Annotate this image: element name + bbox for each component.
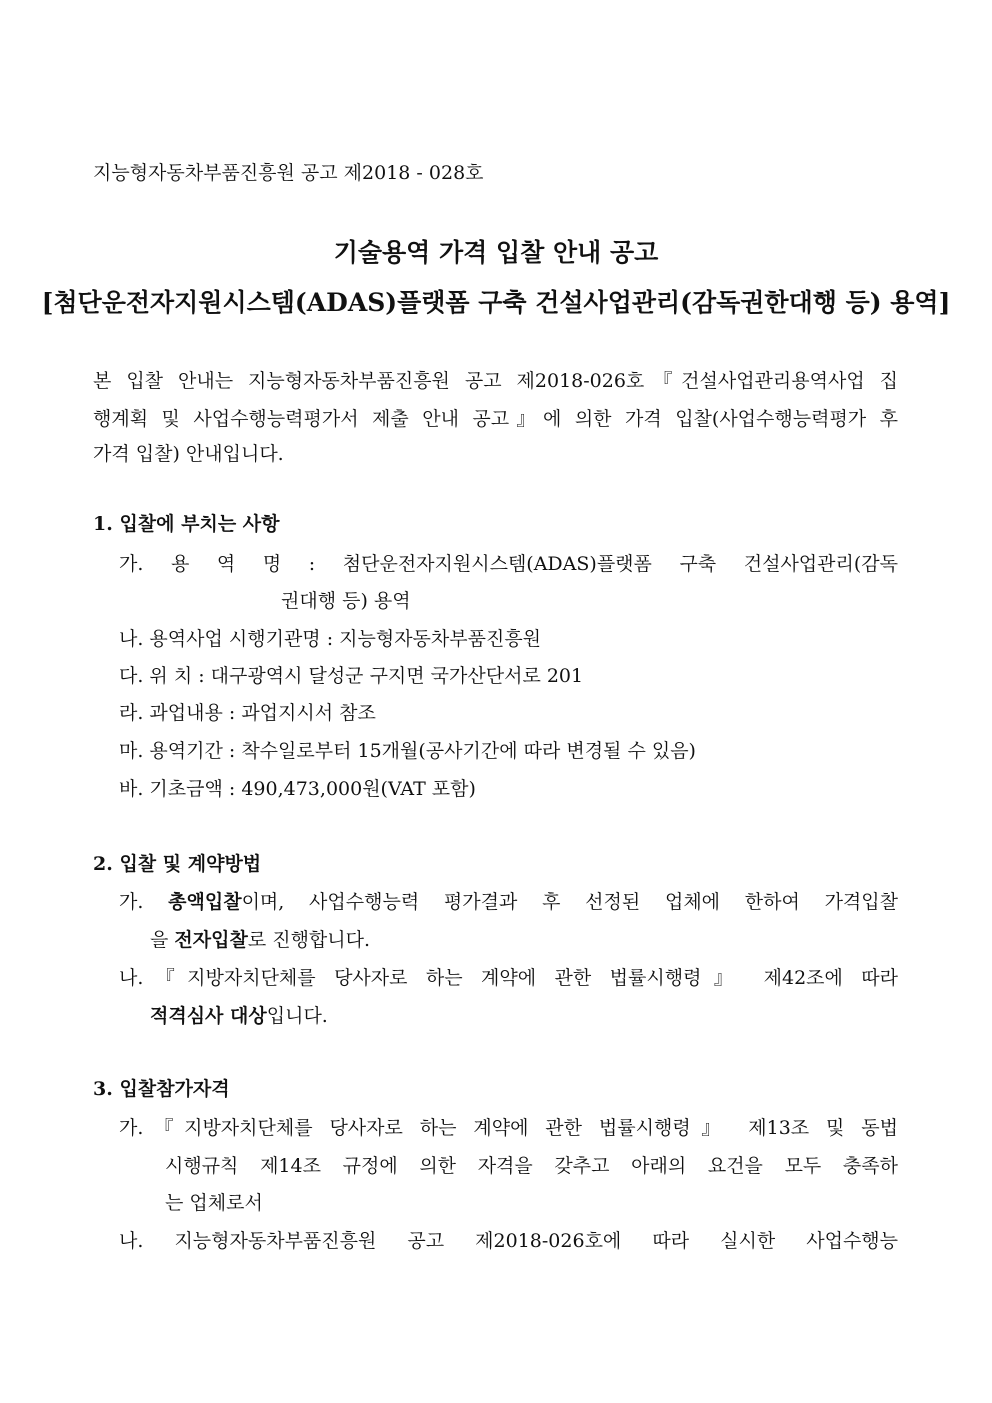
section3-heading: 3. 입찰참가자격 [93, 1078, 230, 1100]
section3-item-na-line1: 나. 지능형자동차부품진흥원 공고 제2018-026호에 따라 실시한 사업수행능 [119, 1230, 898, 1252]
section2-item-na-line2: 적격심사 대상입니다. [150, 1005, 328, 1027]
section1-item-ga-line1: 가. 용 역 명 : 첨단운전자지원시스템(ADAS)플랫폼 구축 건설사업관리(감독 [119, 553, 898, 575]
page-title: 기술용역 가격 입찰 안내 공고 [333, 238, 659, 267]
section2-heading: 2. 입찰 및 계약방법 [93, 853, 262, 875]
section1-item-da: 다. 위 치 : 대구광역시 달성군 구지면 국가산단서로 201 [119, 665, 584, 687]
section1-item-ra: 라. 과업내용 : 과업지시서 참조 [119, 702, 376, 724]
section1-heading: 1. 입찰에 부치는 사항 [93, 513, 280, 535]
section1-item-ma: 마. 용역기간 : 착수일로부터 15개월(공사기간에 따라 변경될 수 있음) [119, 740, 696, 762]
section1-item-ba: 바. 기초금액 : 490,473,000원(VAT 포함) [119, 778, 476, 800]
intro-line-1: 본 입찰 안내는 지능형자동차부품진흥원 공고 제2018-026호『건설사업관리용역사업 집 [93, 370, 898, 392]
section3-item-ga-line3: 는 업체로서 [165, 1192, 263, 1214]
section1-item-na: 나. 용역사업 시행기관명 : 지능형자동차부품진흥원 [119, 628, 542, 650]
page-subtitle: [첨단운전자지원시스템(ADAS)플랫폼 구축 건설사업관리(감독권한대행 등) 용역] [41, 288, 951, 317]
intro-line-2: 행계획 및 사업수행능력평가서 제출 안내 공고』에 의한 가격 입찰(사업수행능력평가 후 [93, 408, 898, 430]
section2-item-ga-line1: 가. 총액입찰이며, 사업수행능력 평가결과 후 선정된 업체에 한하여 가격입찰 [119, 891, 898, 913]
section2-item-na-line1: 나.『지방자치단체를 당사자로 하는 계약에 관한 법률시행령』 제42조에 따라 [119, 967, 898, 989]
section3-item-ga-line1: 가.『지방자치단체를 당사자로 하는 계약에 관한 법률시행령』 제13조 및 동법 [119, 1117, 898, 1139]
section3-item-ga-line2: 시행규칙 제14조 규정에 의한 자격을 갖추고 아래의 요건을 모두 충족하 [165, 1155, 898, 1177]
notice-number: 지능형자동차부품진흥원 공고 제2018 - 028호 [93, 162, 484, 184]
section1-item-ga-line2: 권대행 등) 용역 [281, 590, 411, 612]
intro-line-3: 가격 입찰) 안내입니다. [93, 443, 284, 465]
section2-item-ga-line2: 을 전자입찰로 진행합니다. [150, 929, 371, 951]
